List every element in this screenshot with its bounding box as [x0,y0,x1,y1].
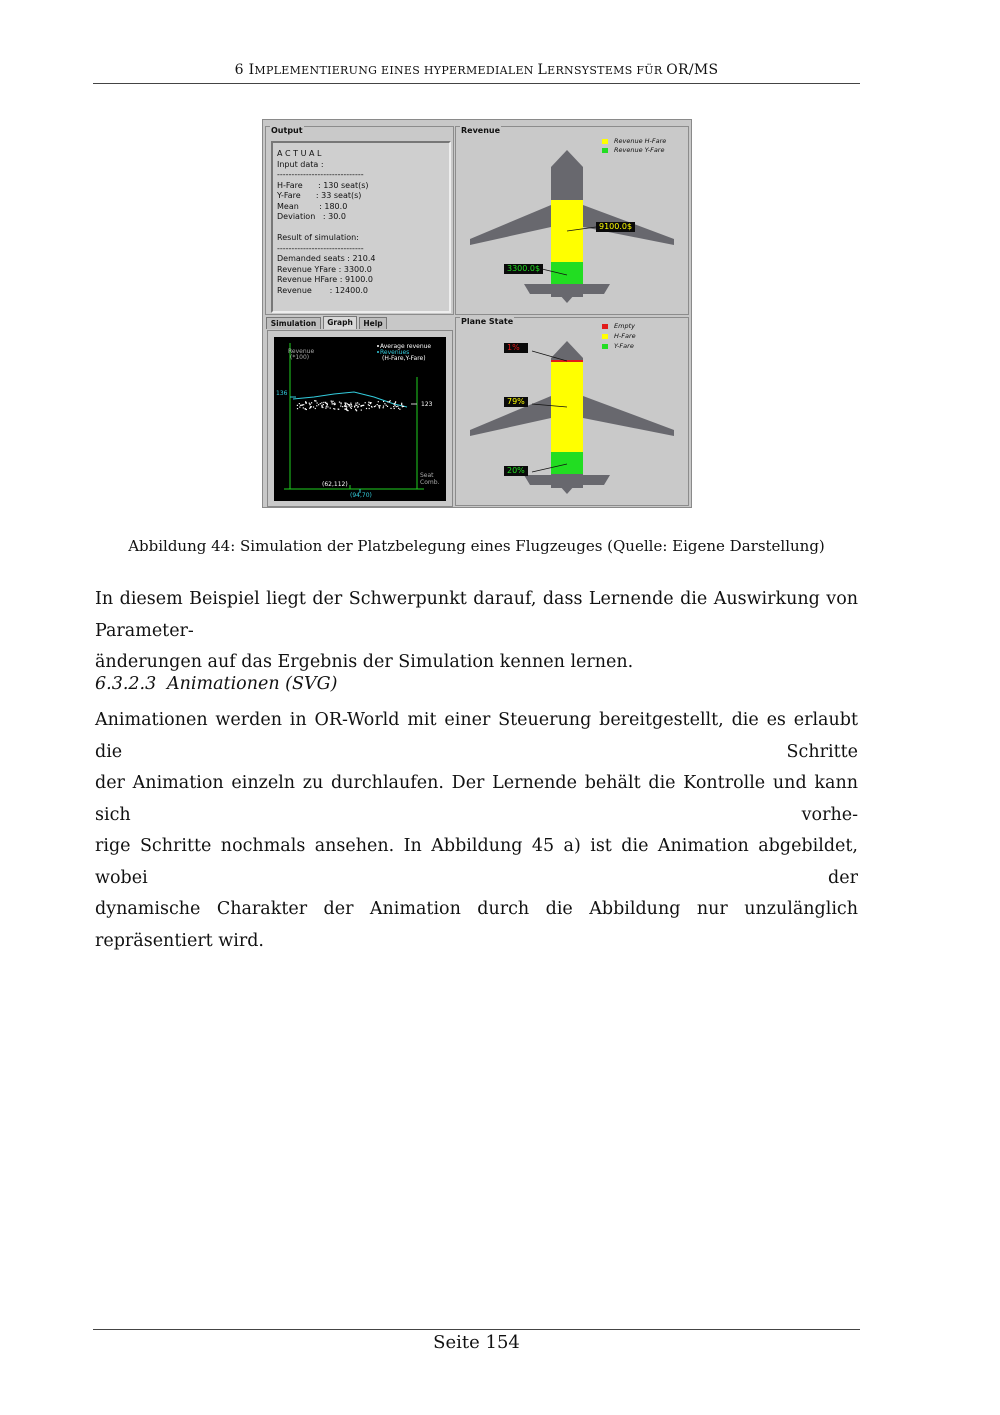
graph-x-label-2: Comb. [420,479,440,486]
scatter-point [394,408,395,409]
scatter-point [356,405,357,406]
scatter-point [349,405,350,406]
revenue-y-label: 3300.0$ [504,264,543,274]
scatter-point [325,408,326,409]
legend-swatch-empty [602,324,608,329]
scatter-point [299,407,300,408]
scatter-point [351,408,352,409]
output-line: H-Fare : 130 seat(s) [277,180,369,190]
scatter-point [374,406,375,407]
legend-swatch-y-fare [602,344,608,349]
scatter-point [341,403,342,404]
scatter-point [401,404,402,405]
scatter-point [363,405,364,406]
scatter-point [345,403,346,404]
scatter-point [311,406,312,407]
state-plane-svg [456,318,688,505]
section-heading [95,674,337,694]
legend-revenue-h-fare: Revenue H-Fare [614,137,667,145]
scatter-point [369,408,370,409]
scatter-point [306,402,307,403]
scatter-point [399,409,400,410]
running-header: 6 IMPLEMENTIERUNG EINES HYPERMEDIALEN LERNSYSTEMS FÜR OR/MS [234,62,719,78]
scatter-point [317,402,318,403]
scatter-point [395,401,396,402]
scatter-point [397,406,398,407]
scatter-point [384,403,385,404]
scatter-point [368,404,369,405]
graph-point-1: (62,112) [322,481,348,488]
legend-empty: Empty [614,322,635,330]
legend-swatch-h-fare [602,334,608,339]
scatter-point [316,405,317,406]
paragraph-2-line-3: rige Schritte nochmals ansehen. In Abbildung 45 a) ist die Animation abgebildet, wobei der [95,836,858,888]
scatter-point [398,408,399,409]
scatter-point [340,406,341,407]
paragraph-1-line-1: In diesem Beispiel liegt der Schwerpunkt darauf, dass Lernende die Auswirkung von Parameter- [95,589,858,641]
scatter-point [345,404,346,405]
revenue-graph [274,337,446,501]
scatter-point [365,402,366,403]
scatter-point [334,409,335,410]
scatter-point [326,406,327,407]
scatter-point [342,406,343,407]
graph-point-2: (94,70) [350,492,372,499]
scatter-point [355,404,356,405]
scatter-point [350,407,351,408]
graph-left-value: 136 [276,390,288,397]
scatter-point [321,405,322,406]
tail-tip [559,294,575,303]
graph-right-value: 123 [421,401,433,408]
scatter-point [356,410,357,411]
scatter-point [361,406,362,407]
output-panel-title: Output [271,126,303,135]
scatter-point [323,402,324,403]
scatter-point [371,402,372,403]
scatter-point [357,407,358,408]
scatter-point [359,404,360,405]
legend-average: Average revenue [380,343,432,350]
scatter-point [386,405,387,406]
graph-panel [267,330,453,507]
paragraph-2-line-2: der Animation einzeln zu durchlaufen. Der Lernende behält die Kontrolle und kann sich vorhe- [95,773,858,825]
scatter-point [369,402,370,403]
scatter-point [401,403,402,404]
page-number: Seite 154 [433,1332,520,1353]
tail-tip [559,485,575,494]
revenue-panel [455,126,689,315]
scatter-point [346,406,347,407]
scatter-point [313,406,314,407]
output-line: A C T U A L [277,149,322,158]
scatter-point [402,406,403,407]
scatter-point [315,408,316,409]
scatter-point [311,402,312,403]
output-line: ------------------------------ [277,243,364,253]
scatter-point [338,409,339,410]
scatter-point [332,403,333,404]
scatter-point [297,405,298,406]
output-line: Revenue YFare : 3300.0 [277,264,372,274]
scatter-point [323,404,324,405]
header-rule [93,83,860,84]
legend-h-fare: H-Fare [614,332,636,340]
state-y-label: 20% [504,466,528,476]
scatter-point [390,408,391,409]
section-number: 6.3.2.3 [95,674,157,694]
tail [524,284,610,294]
scatter-point [330,408,331,409]
header-chapter-number: 6 [234,62,244,78]
scatter-point [390,400,391,401]
scatter-point [303,404,304,405]
scatter-point [366,408,367,409]
scatter-point [377,404,378,405]
scatter-point [344,405,345,406]
paragraph-1-line-2: änderungen auf das Ergebnis der Simulation kennen lernen. [95,652,634,672]
output-panel [265,126,454,315]
scatter-point [361,410,362,411]
scatter-point [332,401,333,402]
scatter-point [310,404,311,405]
revenue-panel-title: Revenue [461,126,501,135]
legend-swatch-h-fare [602,139,608,144]
scatter-point [347,410,348,411]
scatter-point [387,406,388,407]
state-y-fare-bar [551,452,583,474]
output-line: Deviation : 30.0 [277,212,346,221]
output-line: ------------------------------ [277,170,364,179]
scatter-point [350,403,351,404]
scatter-point [375,405,376,406]
state-empty-label: 1% [504,343,528,353]
output-textarea[interactable] [271,141,451,313]
scatter-point [394,403,395,404]
output-text [277,149,375,296]
paragraph-1 [95,584,858,679]
figure-caption: Abbildung 44: Simulation der Platzbelegung eines Flugzeuges (Quelle: Eigene Darstellung) [128,537,825,555]
output-line [277,223,375,234]
scatter-point [396,406,397,407]
scatter-point [394,405,395,406]
scatter-point [387,401,388,402]
output-line: Revenue : 12400.0 [277,285,368,295]
scatter-point [321,402,322,403]
scatter-point [371,407,372,408]
scatter-point [379,407,380,408]
scatter-point [347,403,348,404]
output-line: Demanded seats : 210.4 [277,254,376,263]
scatter-point [403,406,404,407]
scatter-point [326,403,327,404]
graph-y-unit: (*100) [290,354,310,361]
legend-revenues-sub: (H-Fare,Y-Fare) [382,355,426,362]
output-line: Result of simulation: [277,233,359,242]
scatter-point [383,406,384,407]
legend-swatch-y-fare [602,148,608,153]
scatter-point [351,406,352,407]
output-line: Input data : [277,159,324,169]
section-title: Animationen (SVG) [167,674,338,694]
tail [524,475,610,485]
revenue-h-label: 9100.0$ [596,222,635,232]
scatter-point [309,408,310,409]
scatter-point [383,407,384,408]
legend-average-dot [377,345,379,347]
scatter-point [306,409,307,410]
scatter-point [346,409,347,410]
scatter-point [320,403,321,404]
scatter-point [393,406,394,407]
revenue-y-fare-bar [551,262,583,284]
plane-state-panel [455,317,689,506]
scatter-point [380,405,381,406]
scatter-point [344,409,345,410]
revenue-scatter [297,400,404,411]
legend-revenue-y-fare: Revenue Y-Fare [614,146,665,154]
legend-revenues-dot [377,351,379,353]
scatter-point [327,406,328,407]
left-wing [470,205,551,245]
footer-rule [93,1329,860,1330]
legend-y-fare: Y-Fare [614,342,634,350]
scatter-point [357,402,358,403]
scatter-point [331,402,332,403]
output-line: Revenue HFare : 9100.0 [277,275,373,284]
revenue-plane-svg [456,127,688,314]
paragraph-2-line-1: Animationen werden in OR-World mit einer Steuerung bereitgestellt, die es erlaubt die Schritte [95,710,858,762]
scatter-point [362,405,363,406]
right-wing [583,396,674,436]
revenue-graph-svg [274,337,446,501]
scatter-point [334,404,335,405]
legend-revenues: Revenues [380,349,410,356]
scatter-point [355,403,356,404]
scatter-point [378,401,379,402]
scatter-point [333,403,334,404]
scatter-point [326,405,327,406]
scatter-point [351,404,352,405]
tab-help[interactable]: Help [359,317,387,329]
graph-x-label-1: Seat [420,472,434,479]
scatter-point [331,401,332,402]
graph-y-label: Revenue [288,348,315,355]
scatter-point [297,408,298,409]
scatter-point [300,405,301,406]
scatter-point [303,407,304,408]
scatter-point [305,408,306,409]
scatter-point [302,404,303,405]
tab-simulation[interactable]: Simulation [266,317,321,329]
scatter-point [334,403,335,404]
output-line: Y-Fare : 33 seat(s) [277,191,362,200]
paragraph-2 [95,705,858,957]
scatter-point [379,406,380,407]
scatter-point [299,403,300,404]
scatter-point [354,406,355,407]
scatter-point [383,401,384,402]
scatter-point [378,405,379,406]
scatter-point [339,402,340,403]
plane-state-panel-title: Plane State [461,317,514,326]
state-h-label: 79% [504,397,528,407]
scatter-point [318,404,319,405]
tab-graph[interactable]: Graph [323,316,357,329]
paragraph-2-line-4: dynamische Charakter der Animation durch die Abbildung nur unzulänglich repräsentiert wird. [95,899,858,951]
output-line: Mean : 180.0 [277,201,348,211]
scatter-point [314,400,315,401]
simulation-applet [262,119,692,508]
